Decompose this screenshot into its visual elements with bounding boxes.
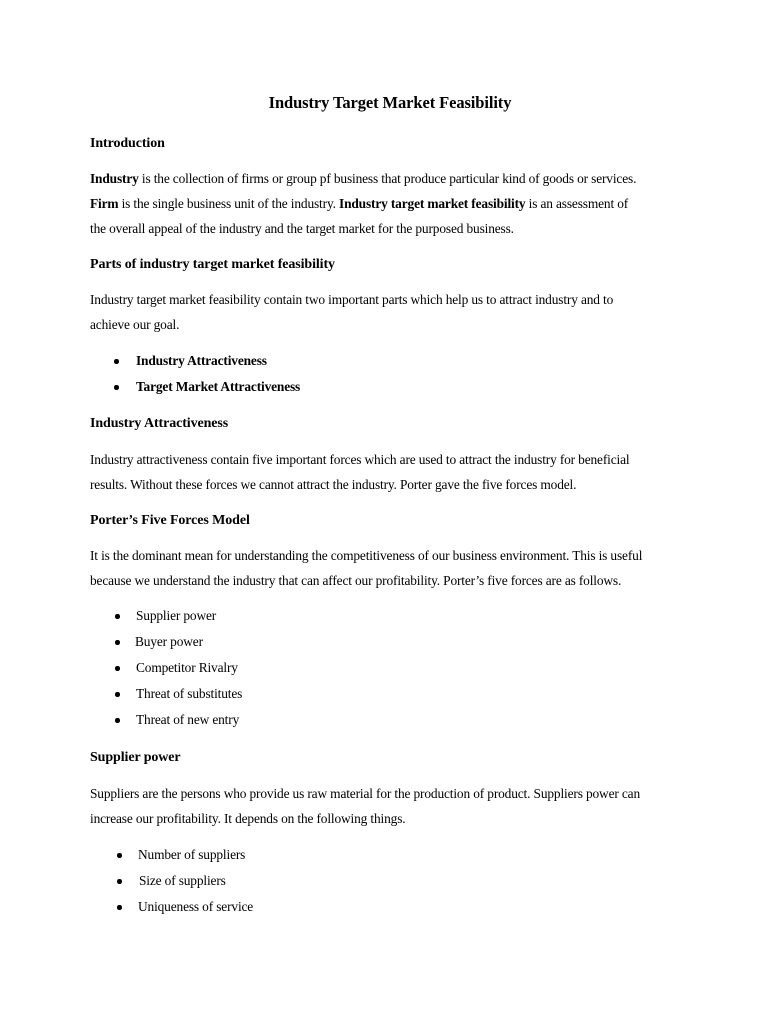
heading-porter: Porter’s Five Forces Model — [90, 513, 250, 528]
document-title: Industry Target Market Feasibility — [268, 93, 512, 112]
bullet-icon — [115, 718, 120, 723]
text-line: Suppliers are the persons who provide us raw material for the production of product. Suppliers power can — [90, 786, 641, 801]
list-item-label: Supplier power — [136, 608, 217, 623]
bullet-icon — [114, 359, 119, 364]
list-item — [90, 603, 242, 629]
list-item — [90, 629, 242, 655]
text-line — [90, 166, 690, 191]
text-line: because we understand the industry that can affect our profitability. Porter’s five forces are as follows. — [90, 573, 622, 588]
list-item — [90, 868, 253, 894]
text-line: Industry target market feasibility contain two important parts which help us to attract industry and to — [90, 292, 614, 307]
list-item-label: Threat of substitutes — [136, 686, 243, 701]
text-line: achieve our goal. — [90, 317, 180, 332]
heading-introduction: Introduction — [90, 136, 165, 151]
heading-industry-attractiveness: Industry Attractiveness — [90, 416, 229, 431]
list-item-label: Target Market Attractiveness — [136, 379, 301, 394]
paragraph-parts — [90, 287, 690, 337]
definition-industry: is the collection of firms or group pf business that produce particular kind of goods or services. — [138, 171, 637, 186]
term-firm: Firm — [90, 196, 119, 211]
bullet-icon — [114, 385, 119, 390]
list-item-label: Industry Attractiveness — [136, 353, 267, 368]
paragraph-supplier-power — [90, 781, 690, 831]
list-item — [90, 681, 242, 707]
list-item-label: Size of suppliers — [139, 873, 226, 888]
porter-forces-list — [90, 603, 242, 733]
list-item-label: Uniqueness of service — [138, 899, 254, 914]
bullet-icon — [117, 905, 122, 910]
text-line: increase our profitability. It depends on the following things. — [90, 811, 406, 826]
paragraph-introduction — [90, 166, 690, 241]
bullet-icon — [115, 692, 120, 697]
term-itmf: Industry target market feasibility — [339, 196, 526, 211]
term-industry: Industry — [90, 171, 139, 186]
supplier-factors-list — [90, 842, 253, 920]
paragraph-porter — [90, 543, 690, 593]
text-line: results. Without these forces we cannot attract the industry. Porter gave the five forces model. — [90, 477, 577, 492]
list-item — [90, 348, 300, 374]
list-item — [90, 707, 242, 733]
list-item — [90, 842, 253, 868]
list-item-label: Number of suppliers — [138, 847, 246, 862]
bullet-icon — [115, 614, 120, 619]
definition-firm: is the single business unit of the industry. — [118, 196, 340, 211]
list-item-label: Threat of new entry — [136, 712, 240, 727]
text-line: Industry attractiveness contain five important forces which are used to attract the industry for beneficial — [90, 452, 630, 467]
list-item — [90, 655, 242, 681]
heading-supplier-power: Supplier power — [90, 750, 181, 765]
list-item — [90, 894, 253, 920]
definition-itmf-start: is an assessment of — [525, 196, 629, 211]
bullet-icon — [117, 853, 122, 858]
bullet-icon — [115, 640, 120, 645]
heading-parts: Parts of industry target market feasibility — [90, 257, 335, 272]
text-line: It is the dominant mean for understanding the competitiveness of our business environment. This is useful — [90, 548, 643, 563]
list-item — [90, 374, 300, 400]
bullet-icon — [115, 666, 120, 671]
bullet-icon — [117, 879, 122, 884]
list-item-label: Buyer power — [135, 634, 203, 649]
text-line — [90, 191, 690, 216]
definition-itmf-end: the overall appeal of the industry and the target market for the purposed business. — [90, 221, 514, 236]
paragraph-industry-attractiveness — [90, 447, 690, 497]
parts-list — [90, 348, 300, 400]
list-item-label: Competitor Rivalry — [136, 660, 238, 675]
